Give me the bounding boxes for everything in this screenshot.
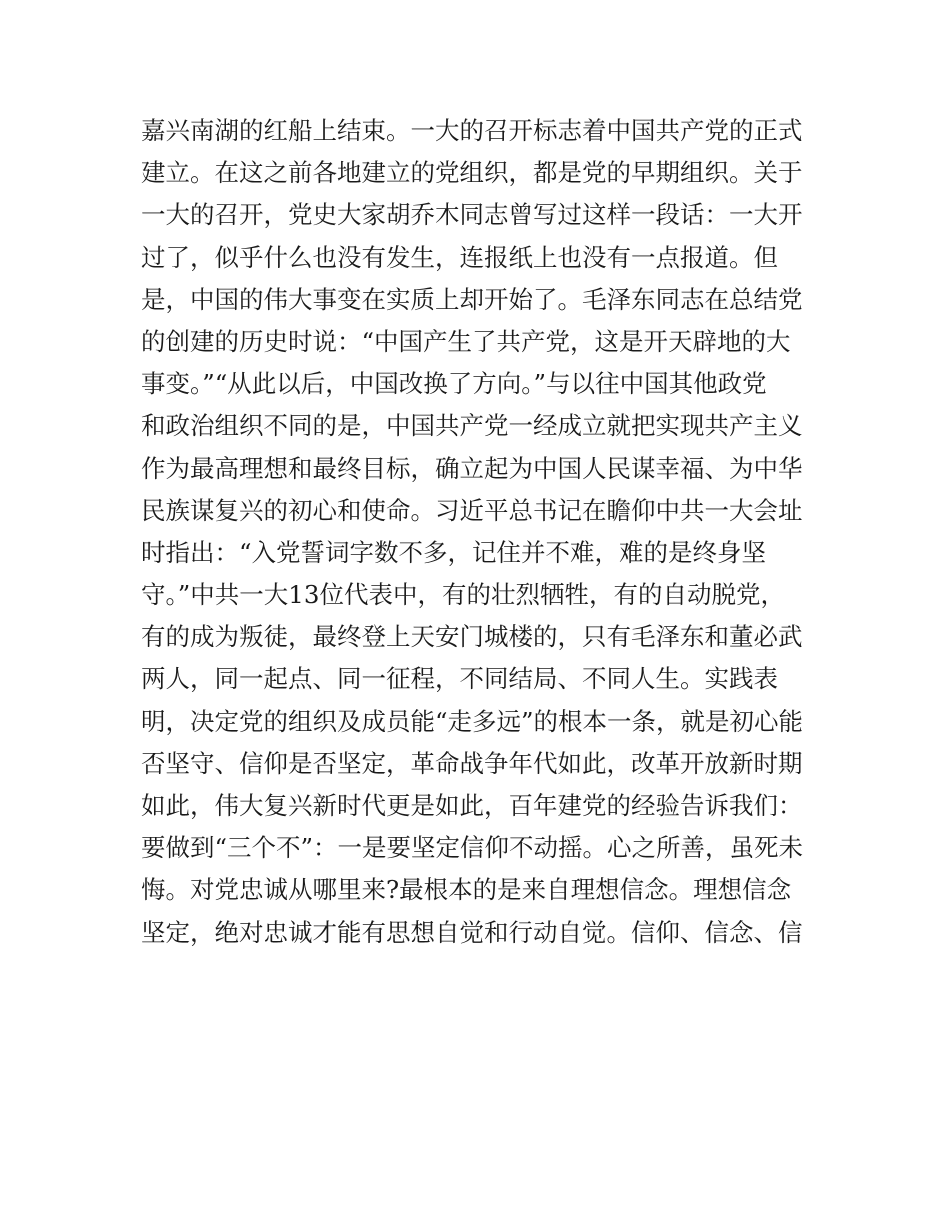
text-line: 作为最高理想和最终目标，确立起为中国人民谋幸福、为中华 <box>141 453 803 483</box>
text-line: 坚定，绝对忠诚才能有思想自觉和行动自觉。信仰、信念、信 <box>141 917 803 947</box>
text-line: 过了，似乎什么也没有发生，连报纸上也没有一点报道。但 <box>141 242 778 272</box>
text-line: 守。”中共一大13位代表中，有的壮烈牺牲，有的自动脱党， <box>141 580 785 610</box>
text-line: 的创建的历史时说：“中国产生了共产党，这是开天辟地的大 <box>141 326 791 356</box>
text-line: 如此，伟大复兴新时代更是如此，百年建党的经验告诉我们： <box>141 791 803 820</box>
text-line: 建立。在这之前各地建立的党组织，都是党的早期组织。关于 <box>141 158 803 188</box>
text-line: 嘉兴南湖的红船上结束。一大的召开标志着中国共产党的正式 <box>141 116 803 145</box>
text-line: 一大的召开，党史大家胡乔木同志曾写过这样一段话：一大开 <box>141 200 803 230</box>
text-line: 事变。”“从此以后，中国改换了方向。”与以往中国其他政党 <box>141 369 767 399</box>
text-line: 否坚守、信仰是否坚定，革命战争年代如此，改革开放新时期 <box>141 748 803 778</box>
text-line: 明，决定党的组织及成员能“走多远”的根本一条，就是初心能 <box>141 706 804 736</box>
text-line: 和政治组织不同的是，中国共产党一经成立就把实现共产主义 <box>141 411 803 441</box>
text-line: 有的成为叛徒，最终登上天安门城楼的，只有毛泽东和董必武 <box>141 622 803 652</box>
text-line: 是，中国的伟大事变在实质上却开始了。毛泽东同志在总结党 <box>141 284 803 314</box>
text-line: 要做到“三个不”：一是要坚定信仰不动摇。心之所善，虽死未 <box>141 833 804 863</box>
body-text <box>141 110 821 954</box>
text-line: 时指出：“入党誓词字数不多，记住并不难，难的是终身坚 <box>141 537 767 567</box>
text-line: 悔。对党忠诚从哪里来?最根本的是来自理想信念。理想信念 <box>141 875 792 905</box>
text-line: 两人，同一起点、同一征程，不同结局、不同人生。实践表 <box>141 664 778 694</box>
text-line: 民族谋复兴的初心和使命。习近平总书记在瞻仰中共一大会址 <box>141 495 803 525</box>
